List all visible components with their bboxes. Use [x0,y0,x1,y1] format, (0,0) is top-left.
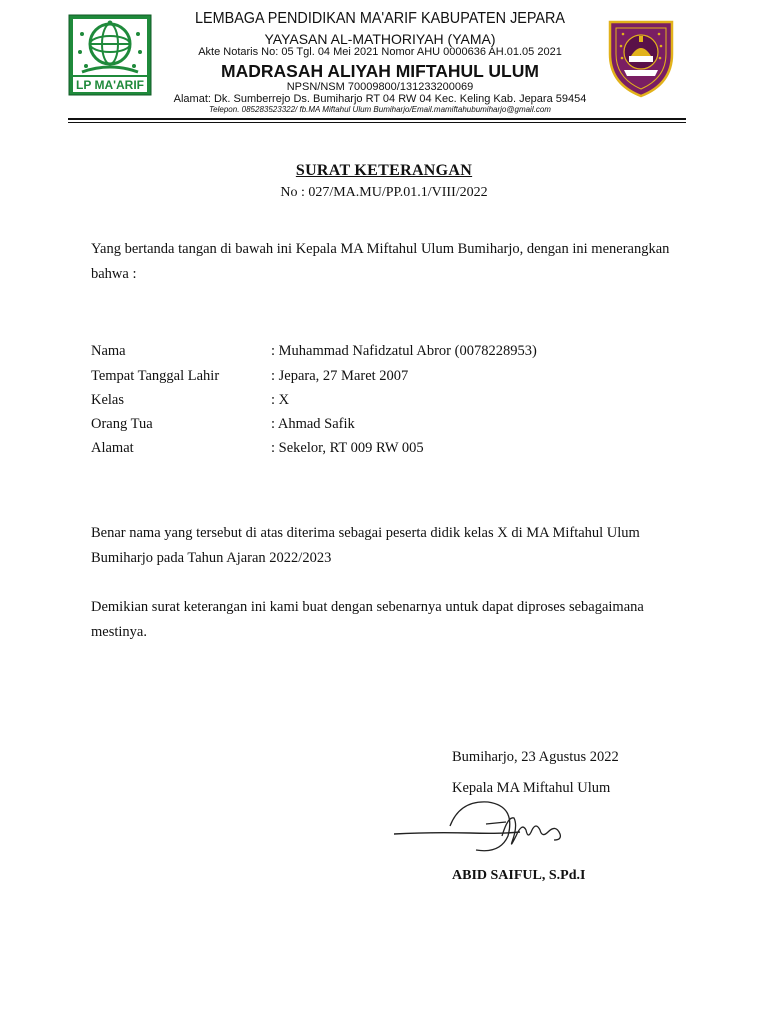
field-label: Orang Tua [91,416,153,432]
field-value: : Ahmad Safik [271,416,355,432]
handwritten-signature [390,796,580,856]
header-notary-deed: Akte Notaris No: 05 Tgl. 04 Mei 2021 Nomor AHU 0000636 AH.01.05 2021 [198,46,562,58]
field-value: : X [271,392,290,408]
field-value: : Jepara, 27 Maret 2007 [271,368,409,384]
header-npsn: NPSN/NSM 70009800/131233200069 [286,81,474,93]
lp-logo-text: LP MA'ARIF [76,78,144,92]
closing-paragraph: Demikian surat keterangan ini kami buat dengan sebenarnya untuk dapat diproses sebagaimana mestinya. [91,599,644,640]
field-label: Kelas [91,392,125,408]
field-value: : Muhammad Nafidzatul Abror (0078228953) [271,343,537,359]
statement-paragraph: Benar nama yang tersebut di atas diterima sebagai peserta didik kelas X di MA Miftahul Ulum Bumiharjo pada Tahun Ajaran 2022/2023 [91,525,640,566]
field-label: Tempat Tanggal Lahir [91,368,220,384]
field-value: : Sekelor, RT 009 RW 005 [271,440,424,456]
header-foundation: YAYASAN AL-MATHORIYAH (YAMA) [264,31,496,47]
field-label: Nama [91,343,126,359]
header-address: Alamat: Dk. Sumberrejo Ds. Bumiharjo RT 04 RW 04 Kec. Keling Kab. Jepara 59454 [173,93,587,105]
document-title: SURAT KETERANGAN [295,162,473,179]
header-rule-thin [68,122,686,123]
header-contact: Telepon. 085283523322/ fb.MA Miftahul Ulum Bumiharjo/Email.mamiftahubumiharjo@gmail.com [209,105,551,114]
lp-maarif-logo [68,14,152,96]
field-label: Alamat [91,440,134,456]
intro-paragraph: Yang bertanda tangan di bawah ini Kepala MA Miftahul Ulum Bumiharjo, dengan ini menerangkan bahwa : [91,241,670,282]
header-school-name: MADRASAH ALIYAH MIFTAHUL ULUM [221,61,539,81]
signatory-name: ABID SAIFUL, S.Pd.I [452,868,586,883]
school-emblem-logo [598,14,684,100]
document-number: No : 027/MA.MU/PP.01.1/VIII/2022 [280,185,488,200]
signature-position: Kepala MA Miftahul Ulum [452,780,611,796]
signature-place-date: Bumiharjo, 23 Agustus 2022 [452,749,619,765]
header-institution: LEMBAGA PENDIDIKAN MA'ARIF KABUPATEN JEPARA [194,10,566,27]
header-rule [68,118,686,120]
